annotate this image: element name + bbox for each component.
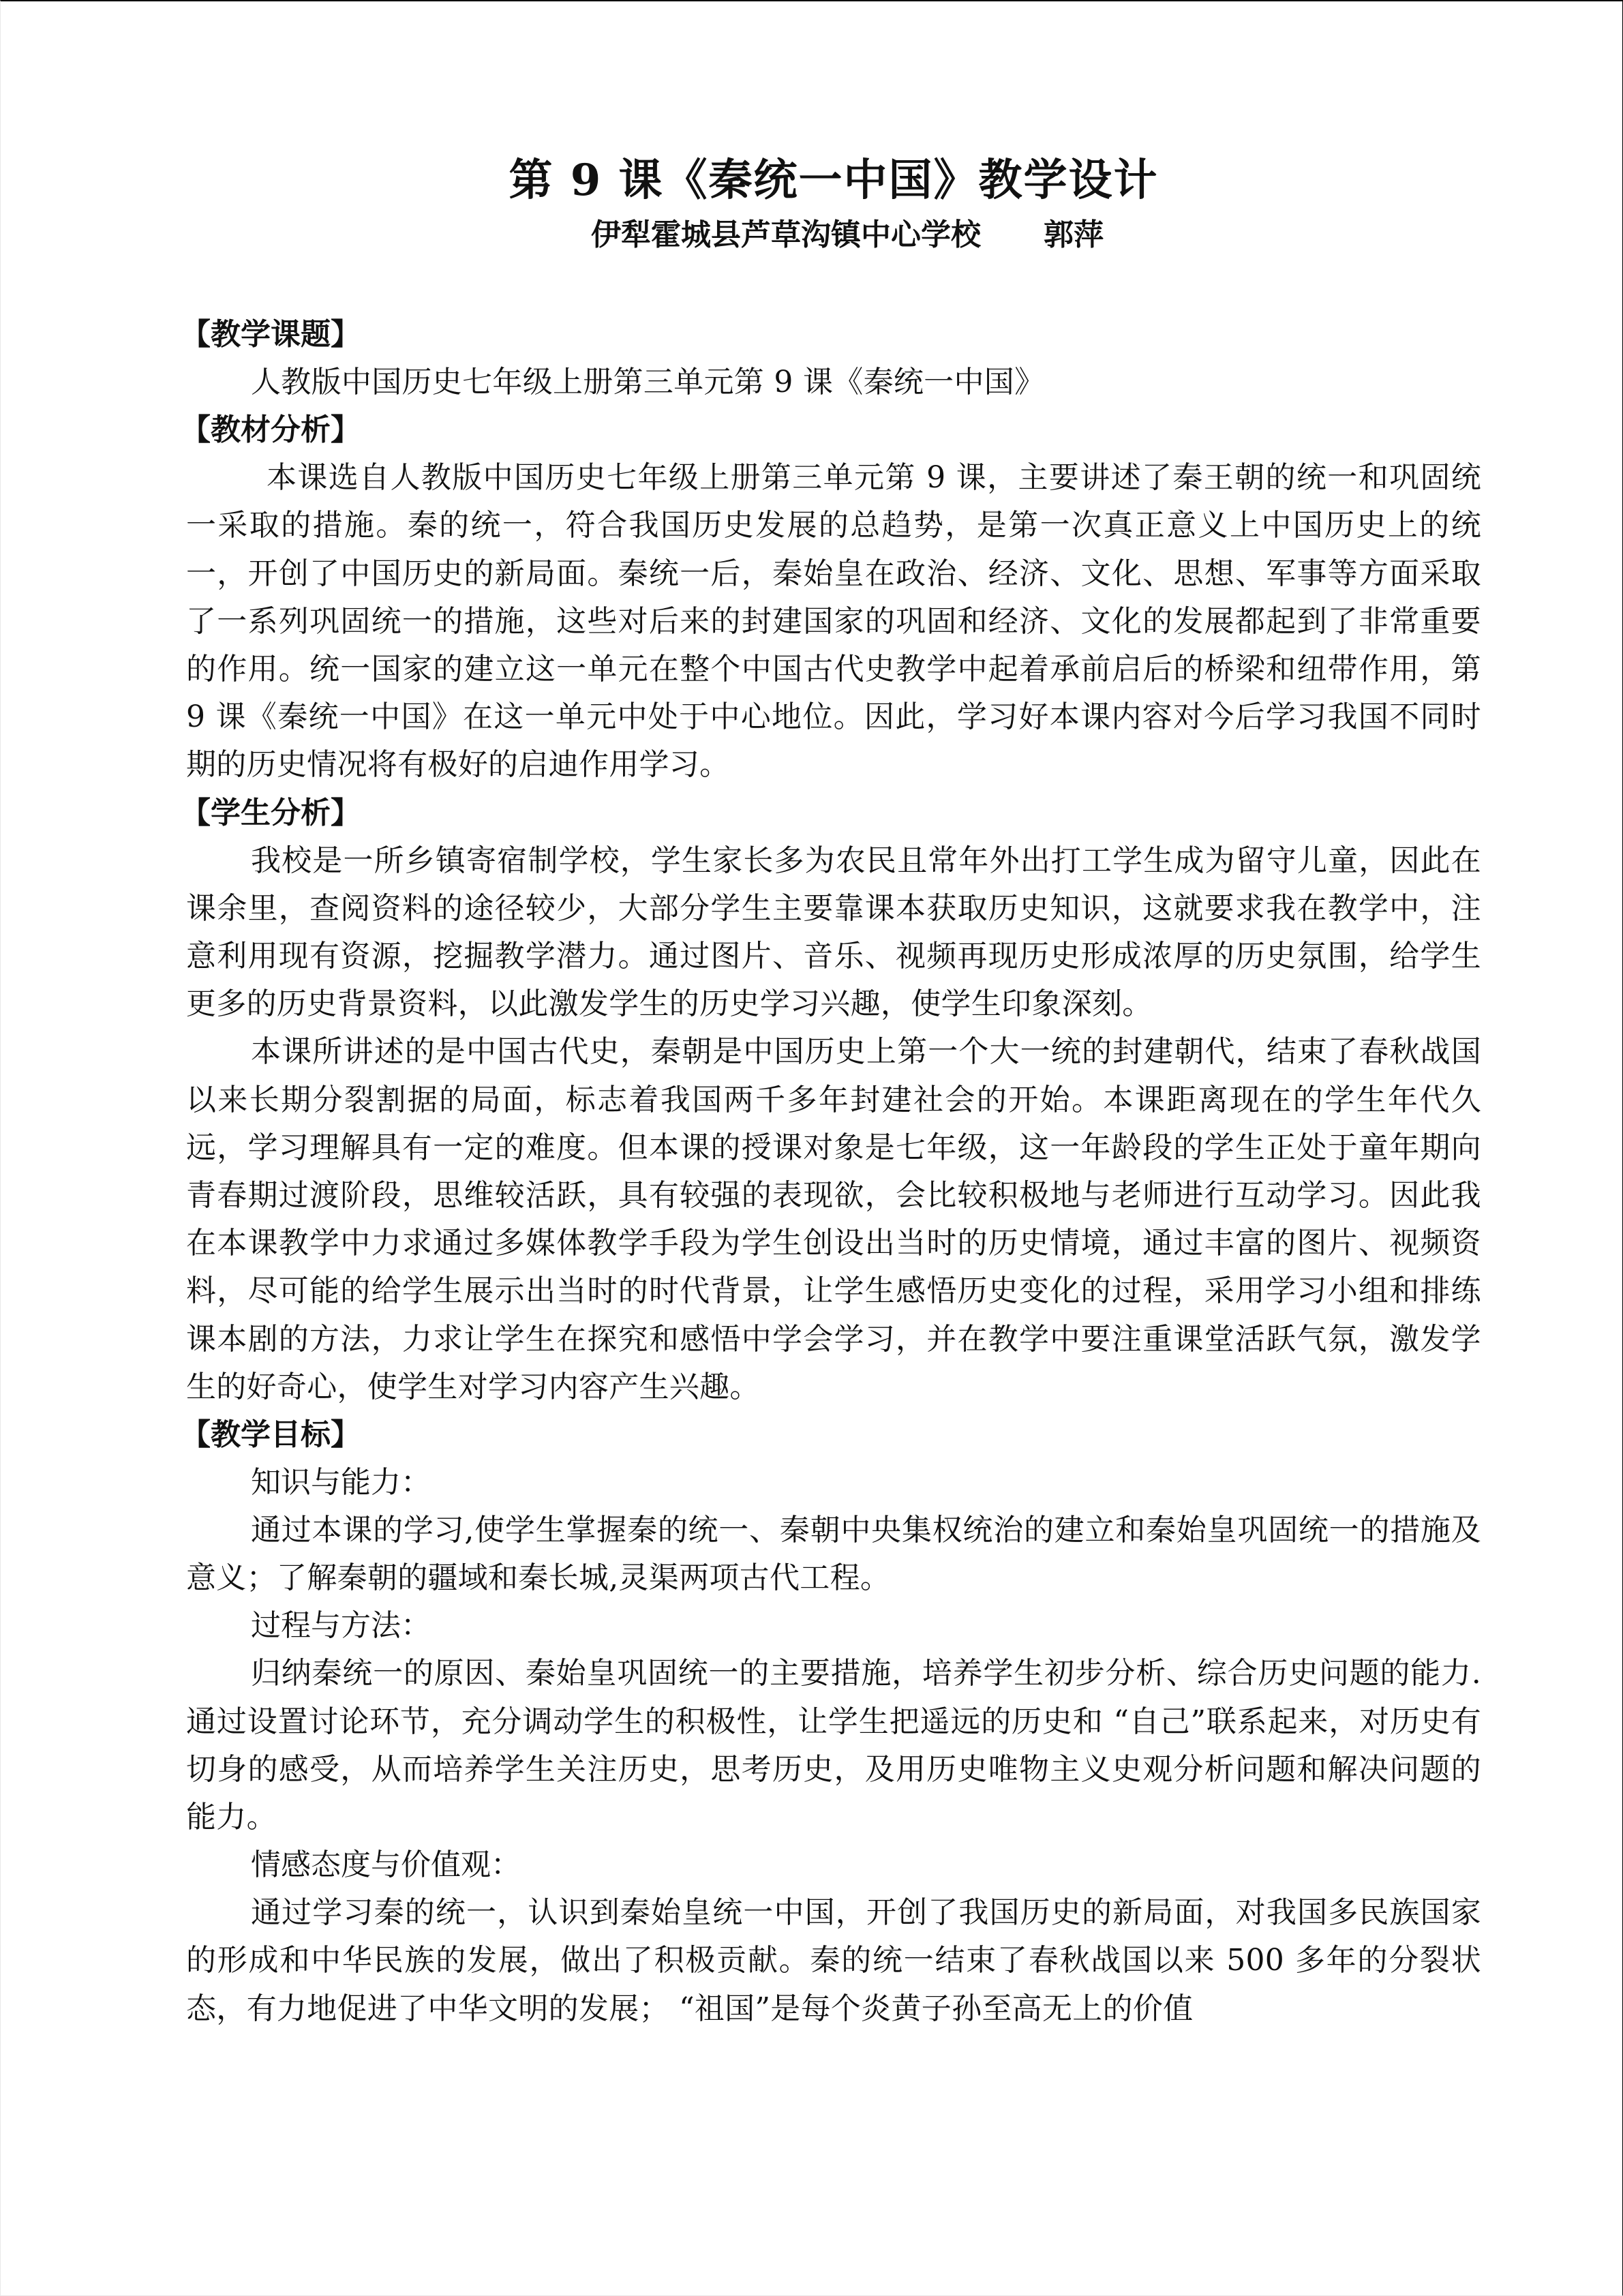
goal-process-label: 过程与方法： (251, 1608, 431, 1644)
student-analysis-paragraph-1: 我校是一所乡镇寄宿制学校，学生家长多为农民且常年外出打工学生成为留守儿童，因此在课余里，查阅资料的途径较少，大部分学生主要靠课本获取历史知识，这就要求我在教学中，注意利用现有资源，挖掘教学潜力。通过图片、音乐、视频再现历史形成浓厚的历史氛围，给学生更多的历史背景资料，以此激发学生的历史学习兴趣，使学生印象深刻。 (186, 843, 1481, 1022)
document-title: 第 9 课《秦统一中国》教学设计 (509, 155, 1159, 206)
heading-teaching-goals: 【教学目标】 (181, 1417, 361, 1453)
heading-student-analysis: 【学生分析】 (181, 795, 361, 830)
goal-process-text: 归纳秦统一的原因、秦始皇巩固统一的主要措施，培养学生初步分析、综合历史问题的能力.通过设置讨论环节，充分调动学生的积极性，让学生把遥远的历史和 “自己”联系起来，对历史有切身的感受，从而培养学生关注历史，思考历史，及用历史唯物主义史观分析问题和解决问题的能力。 (186, 1656, 1481, 1835)
heading-material-analysis: 【教材分析】 (181, 412, 361, 448)
goal-emotion-text: 通过学习秦的统一，认识到秦始皇统一中国，开创了我国历史的新局面，对我国多民族国家的形成和中华民族的发展，做出了积极贡献。秦的统一结束了春秋战国以来 500 多年的分裂状态，有力地促进了中华文明的发展； “祖国”是每个炎黄子孙至高无上的价值 (186, 1895, 1481, 2026)
student-analysis-paragraph-2: 本课所讲述的是中国古代史，秦朝是中国历史上第一个大一统的封建朝代，结束了春秋战国以来长期分裂割据的局面，标志着我国两千多年封建社会的开始。本课距离现在的学生年代久远，学习理解具有一定的难度。但本课的授课对象是七年级，这一年龄段的学生正处于童年期向青春期过渡阶段，思维较活跃，具有较强的表现欲，会比较积极地与老师进行互动学习。因此我在本课教学中力求通过多媒体教学手段为学生创设出当时的历史情境，通过丰富的图片、视频资料，尽可能的给学生展示出当时的时代背景，让学生感悟历史变化的过程，采用学习小组和排练课本剧的方法，力求让学生在探究和感悟中学会学习，并在教学中要注重课堂活跃气氛，激发学生的好奇心，使学生对学习内容产生兴趣。 (186, 1034, 1481, 1404)
goal-emotion-label: 情感态度与价值观： (251, 1847, 521, 1883)
document-body (181, 150, 1481, 2033)
topic-text: 人教版中国历史七年级上册第三单元第 9 课《秦统一中国》 (251, 365, 1045, 399)
heading-topic: 【教学课题】 (181, 317, 361, 352)
material-analysis-text: 本课选自人教版中国历史七年级上册第三单元第 9 课，主要讲述了秦王朝的统一和巩固统一采取的措施。秦的统一，符合我国历史发展的总趋势，是第一次真正意义上中国历史上的统一，开创了中国历史的新局面。秦统一后，秦始皇在政治、经济、文化、思想、军事等方面采取了一系列巩固统一的措施，这些对后来的封建国家的巩固和经济、文化的发展都起到了非常重要的作用。统一国家的建立这一单元在整个中国古代史教学中起着承前启后的桥梁和纽带作用，第 9 课《秦统一中国》在这一单元中处于中心地位。因此，学习好本课内容对今后学习我国不同时期的历史情况将有极好的启迪作用学习。 (186, 460, 1481, 783)
goal-knowledge-text: 通过本课的学习,使学生掌握秦的统一、秦朝中央集权统治的建立和秦始皇巩固统一的措施及意义；了解秦朝的疆域和秦长城,灵渠两项古代工程。 (186, 1513, 1481, 1596)
goal-knowledge-label: 知识与能力： (251, 1465, 431, 1500)
author-byline: 伊犁霍城县芦草沟镇中心学校 郭萍 (591, 217, 1104, 252)
